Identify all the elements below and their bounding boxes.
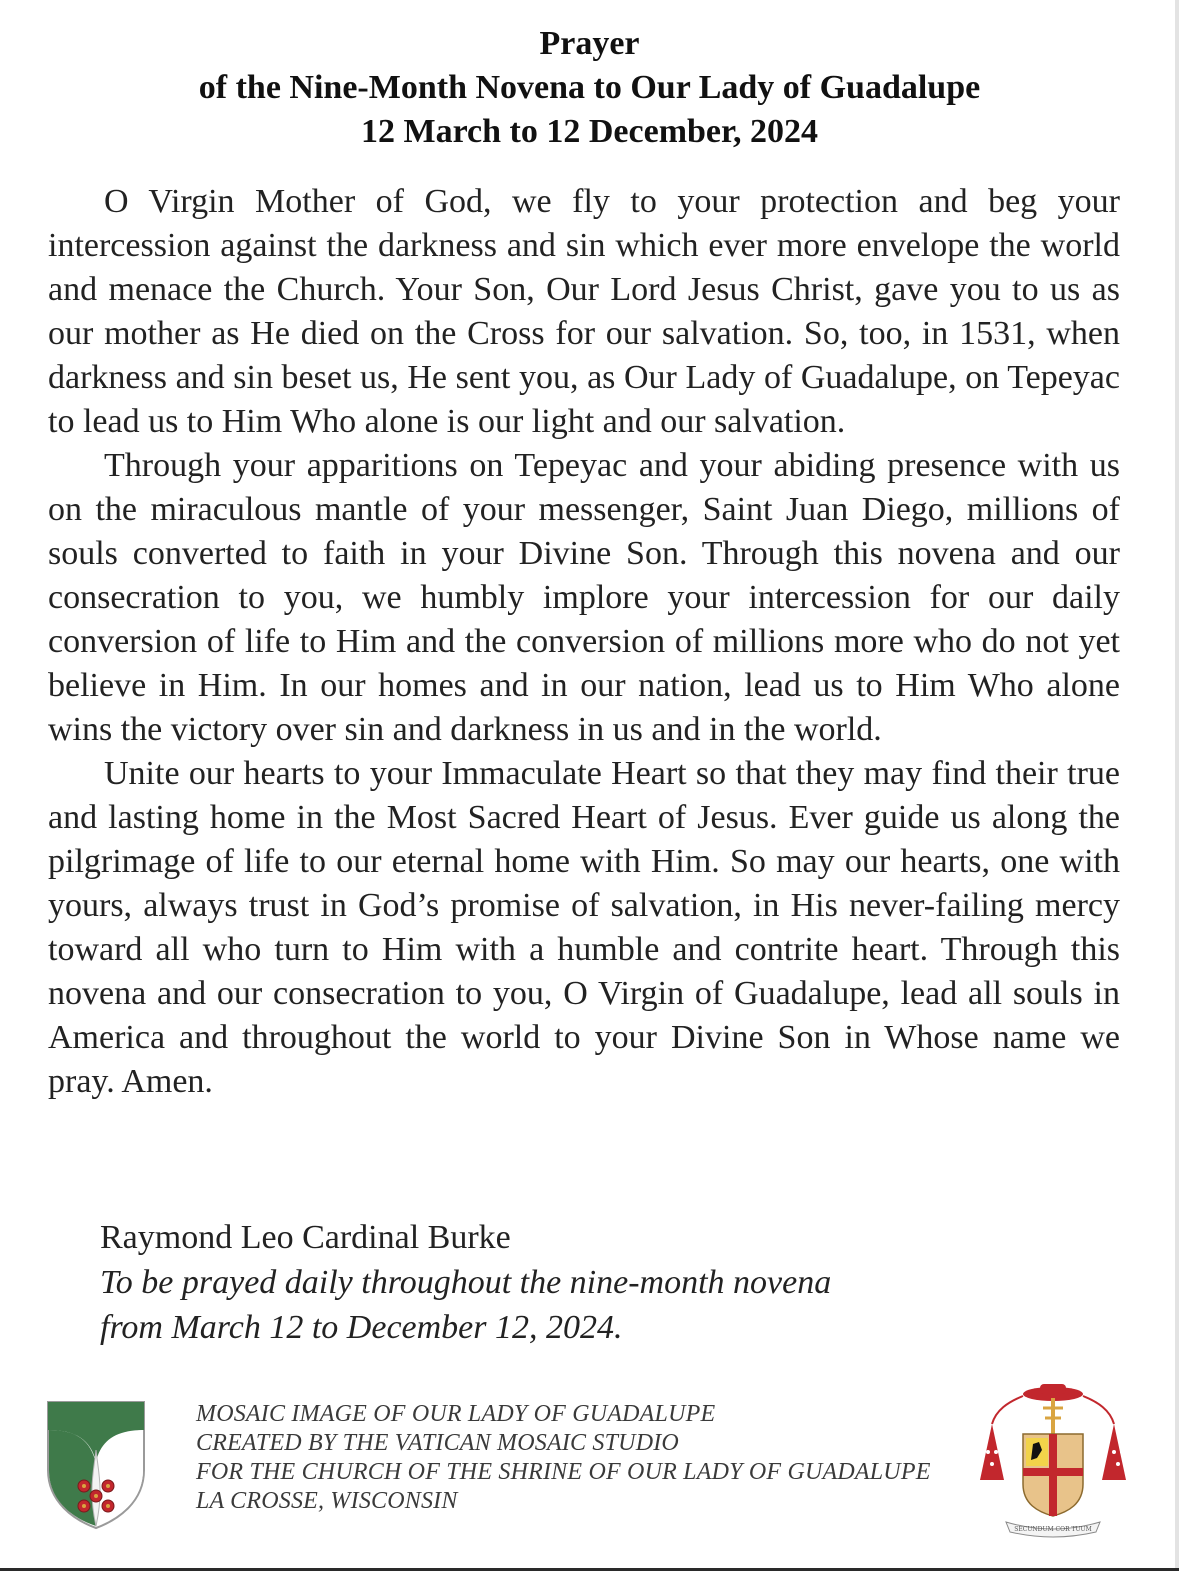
usage-note-line: from March 12 to December 12, 2024. xyxy=(100,1309,623,1346)
prayer-text xyxy=(48,180,1120,1104)
footer xyxy=(46,1400,1136,1540)
prayer-paragraph: O Virgin Mother of God, we fly to your protection and beg your intercession against the darkness and sin which ever more envelope the world and menace the Church. Your Son, Our Lord Jesus Christ, gave you to us as our mother as He died on the Cross for our salvation. So, too, in 1531, when darkness and sin beset us, He sent you, as Our Lady of Guadalupe, on Tepeyac to lead us to Him Who alone is our light and our salvation. xyxy=(48,183,1120,440)
right-edge-rule xyxy=(1175,0,1179,1571)
title-heading: Prayer xyxy=(539,25,640,62)
caption-line: LA CROSSE, WISCONSIN xyxy=(196,1488,458,1514)
coat-motto: SECUNDUM COR TUUM xyxy=(1014,1526,1092,1533)
caption-line: CREATED BY THE VATICAN MOSAIC STUDIO xyxy=(196,1430,679,1456)
caption-line: FOR THE CHURCH OF THE SHRINE OF OUR LADY OF GUADALUPE xyxy=(196,1459,931,1485)
signature-block xyxy=(100,1216,1000,1350)
author-name: Raymond Leo Cardinal Burke xyxy=(100,1219,511,1256)
title-block xyxy=(0,22,1179,154)
cardinal-coat-of-arms-icon xyxy=(978,1380,1128,1540)
mosaic-caption xyxy=(196,1400,1016,1516)
prayer-paragraph: Through your apparitions on Tepeyac and your abiding presence with us on the miraculous mantle of your messenger, Saint Juan Diego, millions of souls converted to faith in your Divine Son. Through this novena and our consecration to you, we humbly implore your intercession for our daily conversion of life to Him and the conversion of millions more who do not yet believe in Him. In our homes and in our nation, lead us to Him Who alone wins the victory over sin and darkness in us and in the world. xyxy=(48,447,1120,748)
prayer-paragraph: Unite our hearts to your Immaculate Heart so that they may find their true and lasting home in the Most Sacred Heart of Jesus. Ever guide us along the pilgrimage of life to our eternal home with Him. So may our hearts, one with yours, always trust in God’s promise of salvation, in His never-failing mercy toward all who turn to Him with a humble and contrite heart. Through this novena and our consecration to you, O Virgin of Guadalupe, lead all souls in America and throughout the world to your Divine Son in Whose name we pray. Amen. xyxy=(48,755,1120,1100)
title-subheading: of the Nine-Month Novena to Our Lady of Guadalupe xyxy=(198,69,981,106)
shrine-shield-icon xyxy=(46,1400,146,1530)
usage-note-line: To be prayed daily throughout the nine-month novena xyxy=(100,1264,832,1301)
title-dates: 12 March to 12 December, 2024 xyxy=(360,113,818,150)
caption-line: MOSAIC IMAGE OF OUR LADY OF GUADALUPE xyxy=(196,1401,716,1427)
